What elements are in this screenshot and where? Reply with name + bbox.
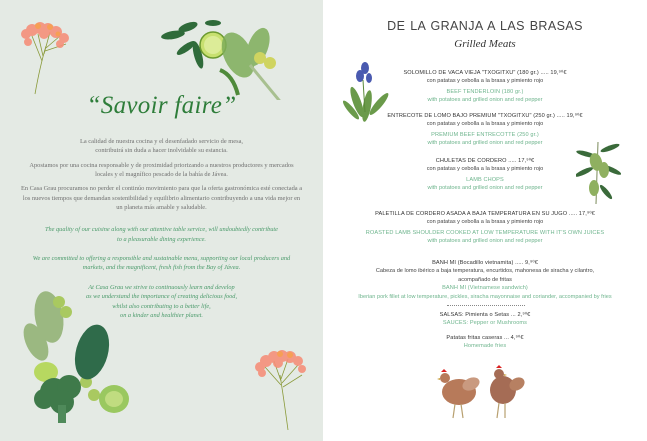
- extra-name: Patatas fritas caseras ... 4,⁹⁰€: [446, 335, 524, 341]
- dish-name-english: PREMIUM BEEF ENTRECOTTE (250 gr.): [431, 131, 539, 138]
- two-hens-icon: [435, 360, 535, 428]
- extra-item: [323, 334, 647, 351]
- pink-flower-top-icon: [16, 16, 76, 96]
- dish-description-english: with potatoes and grilled onion and red pepper: [427, 238, 543, 245]
- english-paragraph: The quality of our cuisine along with our attentive table service, will undoubtedly contribute to a pleasurable dining experience.: [45, 226, 278, 243]
- lime-herbs-bouquet-icon: [158, 15, 293, 100]
- dish-name: BANH MI (Bocadillo vietnamita) ..... 9,⁹⁰€: [432, 260, 538, 266]
- dish-description: con patatas y cebolla a la brasa y pimiento rojo: [426, 121, 544, 128]
- savoir-faire-title: “Savoir faire”: [86, 92, 237, 119]
- english-paragraph: We are committed to offering a responsible and sustainable menu, supporting our local producers and markets, and the magnificent, fresh fish from the Bay of Jávea.: [32, 254, 291, 272]
- dish-description-english: Iberian pork fillet at low temperature, pickles, siracha mayonnaise and coriander, accompanied by fries: [358, 293, 612, 300]
- dish-name-english: LAMB CHOPS: [466, 176, 504, 183]
- dish-description-english: with potatoes and grilled onion and red pepper: [427, 97, 543, 104]
- dish-description: con patatas y cebolla a la brasa y pimiento rojo: [426, 166, 544, 173]
- dish-description-english: with potatoes and grilled onion and red pepper: [427, 140, 543, 147]
- dish-item: [323, 112, 647, 148]
- dish-description: Cabeza de lomo ibérico a baja temperatura, encurtidos, mahonesa de siracha y cilantro,: [375, 268, 595, 275]
- dish-description: con patatas y cebolla a la brasa y pimiento rojo: [426, 78, 544, 85]
- dish-description-english: with potatoes and grilled onion and red pepper: [427, 185, 543, 192]
- dish-name-english: BEEF TENDERLOIN (180 gr.): [446, 88, 524, 95]
- extra-name-english: SAUCES: Pepper or Mushrooms: [442, 320, 528, 327]
- english-paragraph: At Casa Grau we strive to continuously learn and develop as we understand the importance of creating delicious food, whilst also contributing to a better life, on a kinder and healthier planet.: [85, 283, 238, 320]
- left-page: [0, 0, 323, 441]
- dotted-divider: [447, 305, 525, 306]
- dish-description: con patatas y cebolla a la brasa y pimiento rojo: [426, 219, 544, 226]
- dish-item: [323, 210, 647, 246]
- menu-section-subtitle: Grilled Meats: [454, 38, 516, 50]
- extra-name: SALSAS: Pimienta o Setas ... 2,⁹⁰€: [439, 312, 531, 318]
- extra-name-english: Homemade fries: [463, 343, 507, 350]
- dish-item: [323, 259, 647, 301]
- dish-name-english: BANH MI (Vietnamese sandwich): [442, 285, 528, 292]
- pink-flower-bottom-icon: [250, 345, 310, 435]
- right-page: [323, 0, 647, 441]
- dish-description-continued: acompañado de fritas: [458, 276, 512, 283]
- dish-item: [323, 69, 647, 105]
- dish-name: CHULETAS DE CORDERO ..... 17,⁹⁰€: [435, 158, 535, 164]
- spanish-paragraph: En Casa Grau procuramos no perder el continúo movimiento para que la oferta gastronómica esté conectada a los nuevos tiempos que demandan sostenibilidad y equilibrio alimentario contribuyendo a una vida mejor en un planeta más amable y saludable.: [20, 185, 303, 212]
- spanish-paragraph: La calidad de nuestra cocina y el desenfadado servicio de mesa, contribuirá sin duda a hacer inolvidable su estancia.: [79, 138, 244, 155]
- menu-section-title: DE LA GRANJA A LAS BRASAS: [387, 19, 583, 33]
- extra-item: [323, 311, 647, 328]
- dish-name: PALETILLA DE CORDERO ASADA A BAJA TEMPERATURA EN SU JUGO ..... 17,⁹⁰€: [375, 211, 595, 217]
- dish-name: SOLOMILLO DE VACA VIEJA "TXOGITXU" (180 gr.) ..... 19,⁹⁰€: [403, 70, 567, 76]
- dish-name-english: ROASTED LAMB SHOULDER COOKED AT LOW TEMPERATURE WITH IT'S OWN JUICES: [365, 229, 605, 236]
- vegetables-bouquet-icon: [14, 287, 129, 427]
- spanish-paragraph: Apostamos por una cocina responsable y de proximidad priorizando a nuestros productores y mercados locales y el magnífico pescado de la bahía de Jávea.: [29, 161, 294, 179]
- dish-item: [323, 157, 647, 193]
- dish-name: ENTRECOTE DE LOMO BAJO PREMIUM "TXOGITXU" (250 gr.) ..... 19,⁹⁰€: [387, 113, 583, 119]
- spanish-intro: [18, 137, 305, 217]
